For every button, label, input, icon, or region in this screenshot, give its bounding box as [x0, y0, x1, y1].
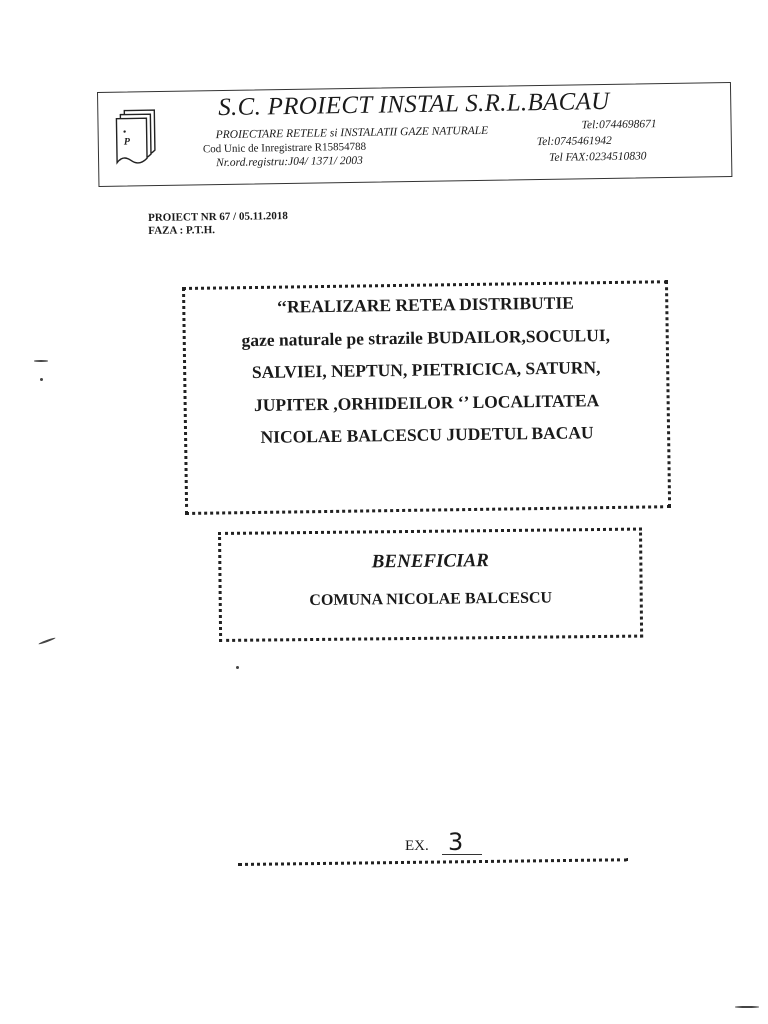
copy-number: 3: [448, 828, 464, 856]
company-registry: Nr.ord.registru:J04/ 1371/ 2003: [216, 154, 363, 170]
company-activity: PROIECTARE RETELE si INSTALATII GAZE NATURALE: [215, 124, 489, 142]
title-line: JUPITER ,ORHIDEILOR ‘’ LOCALITATEA: [253, 389, 600, 415]
project-number: PROIECT NR 67 / 05.11.2018: [148, 210, 288, 224]
company-name: S.C. PROIECT INSTAL S.R.L.BACAU: [218, 87, 610, 122]
project-phase: FAZA : P.T.H.: [148, 224, 216, 237]
company-phone-1: Tel:0744698671: [581, 118, 657, 132]
project-info: [148, 210, 288, 238]
company-cui: Cod Unic de Inregistrare R15854788: [202, 140, 367, 156]
dotted-divider: [238, 858, 628, 866]
project-title-box: [182, 280, 671, 515]
project-title: [185, 285, 667, 454]
copy-number-underline: [442, 854, 482, 855]
logo-letter: P: [123, 136, 130, 148]
company-fax: Tel FAX:0234510830: [548, 150, 647, 164]
scan-speck: [40, 378, 43, 381]
scan-speck: [236, 666, 239, 669]
scan-speck: [735, 1006, 759, 1008]
beneficiary-label: BENEFICIAR: [371, 550, 490, 573]
beneficiary-name: COMUNA NICOLAE BALCESCU: [309, 589, 553, 610]
title-line: SALVIEI, NEPTUN, PIETRICICA, SATURN,: [251, 357, 601, 383]
company-logo: [110, 106, 161, 169]
title-line: NICOLAE BALCESCU JUDETUL BACAU: [260, 422, 594, 447]
title-line: ‘‘REALIZARE RETEA DISTRIBUTIE: [276, 292, 575, 317]
company-header-box: [97, 82, 732, 187]
scan-speck: [38, 637, 56, 645]
title-line: gaze naturale pe strazile BUDAILOR,SOCULUI,: [241, 324, 611, 350]
company-phone-2: Tel:0745461942: [536, 134, 612, 149]
copy-label: EX.: [405, 838, 429, 854]
scan-speck: [34, 360, 48, 362]
beneficiary-box: [218, 528, 643, 642]
